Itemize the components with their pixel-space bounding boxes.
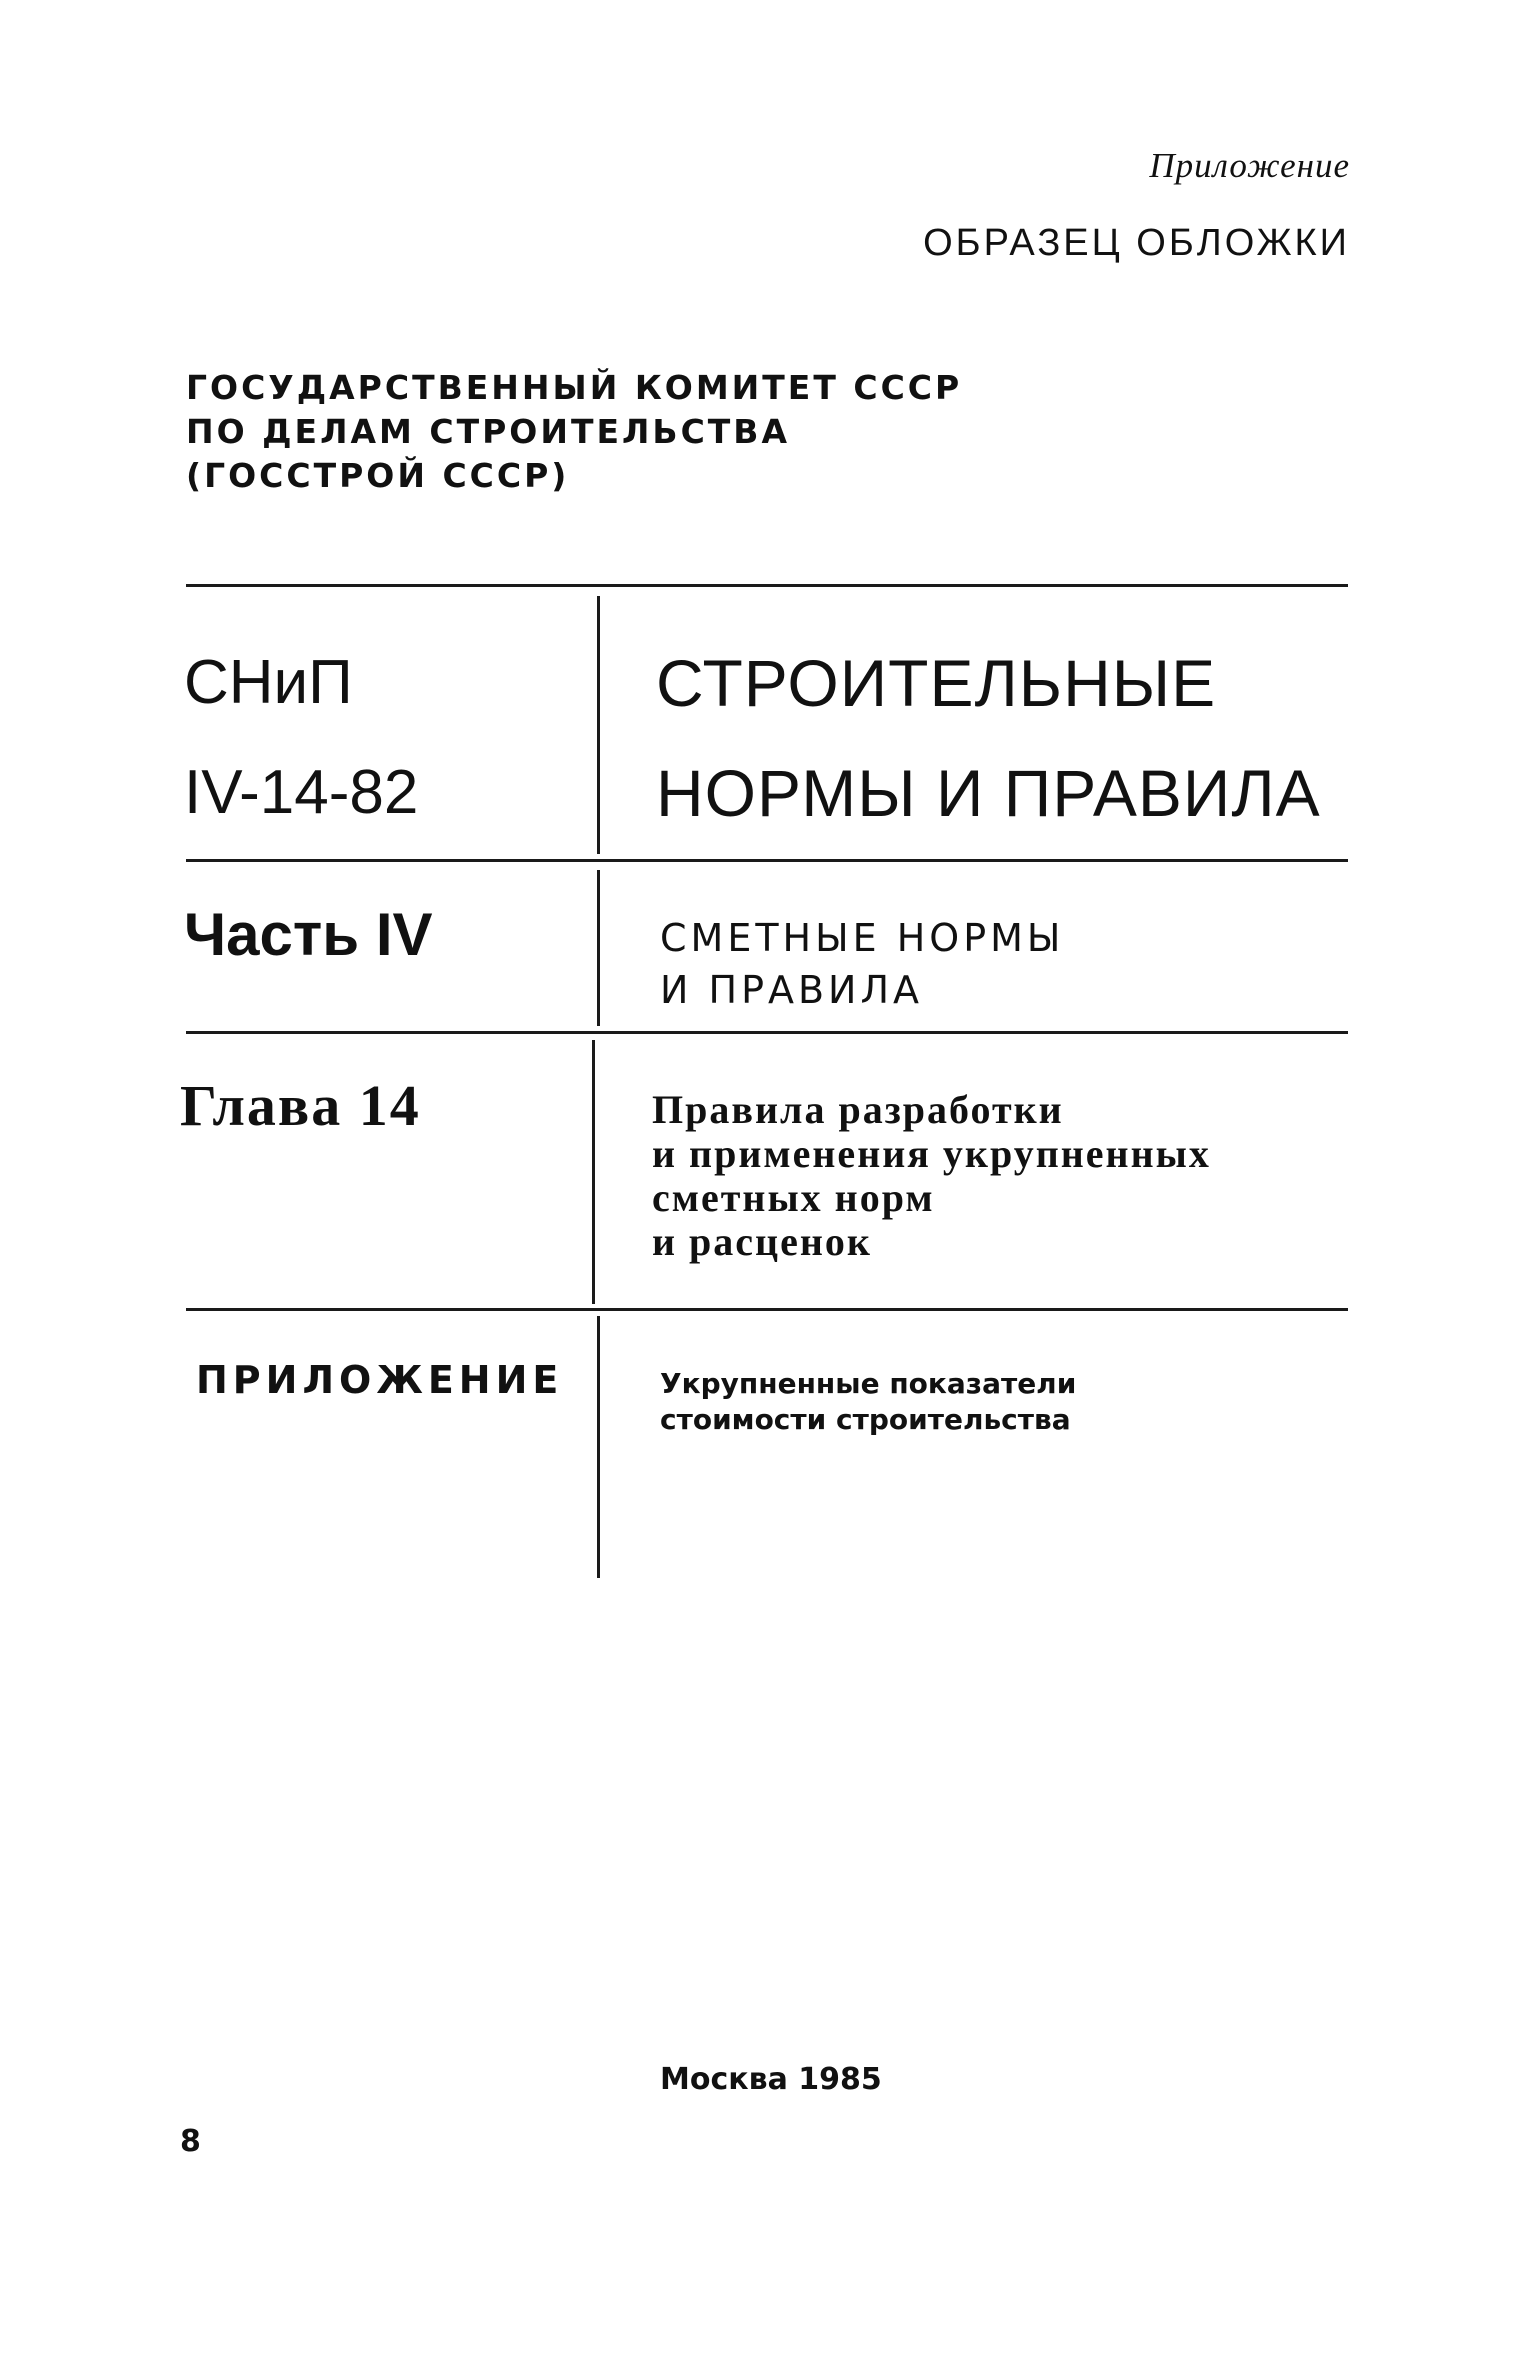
part-title-line: И ПРАВИЛА <box>660 968 924 1012</box>
rule-top <box>186 584 1348 587</box>
committee-line: ПО ДЕЛАМ СТРОИТЕЛЬСТВА <box>186 412 790 451</box>
rule-after-part <box>186 1031 1348 1034</box>
committee-line: (ГОССТРОЙ СССР) <box>186 456 570 495</box>
part-title-line: СМЕТНЫЕ НОРМЫ <box>660 916 1065 960</box>
snip-code <box>184 628 418 848</box>
chapter-title <box>652 1088 1211 1264</box>
rule-after-snip <box>186 859 1348 862</box>
part-title <box>660 912 1064 1016</box>
divider-chapter <box>592 1040 595 1304</box>
chapter-title-line: и применения укрупненных <box>652 1131 1211 1176</box>
snip-title-line: СТРОИТЕЛЬНЫЕ <box>656 646 1217 720</box>
part-label: Часть IV <box>184 901 433 968</box>
page-number: 8 <box>180 2124 201 2159</box>
snip-title-line: НОРМЫ И ПРАВИЛА <box>656 756 1321 830</box>
snip-title <box>656 628 1321 848</box>
appendix-caption: ПРИЛОЖЕНИЕ <box>196 1358 564 1402</box>
city-year: Москва 1985 <box>660 2062 882 2097</box>
chapter-title-line: Правила разработки <box>652 1087 1064 1132</box>
rule-after-chapter <box>186 1308 1348 1311</box>
committee-line: ГОСУДАРСТВЕННЫЙ КОМИТЕТ СССР <box>186 368 963 407</box>
divider-part <box>597 870 600 1026</box>
committee-block <box>186 366 962 498</box>
snip-code-line: СНиП <box>184 648 353 717</box>
appendix-title <box>660 1366 1076 1438</box>
appendix-label: Приложение <box>1149 146 1350 185</box>
chapter-label: Глава 14 <box>180 1073 421 1138</box>
chapter-title-line: и расценок <box>652 1219 872 1264</box>
divider-appendix <box>597 1316 600 1578</box>
divider-snip <box>597 596 600 854</box>
appendix-title-line: стоимости строительства <box>660 1403 1071 1436</box>
appendix-title-line: Укрупненные показатели <box>660 1367 1077 1400</box>
chapter-title-line: сметных норм <box>652 1175 935 1220</box>
cover-sample-heading: ОБРАЗЕЦ ОБЛОЖКИ <box>923 222 1350 264</box>
snip-code-line: IV-14-82 <box>184 758 419 827</box>
